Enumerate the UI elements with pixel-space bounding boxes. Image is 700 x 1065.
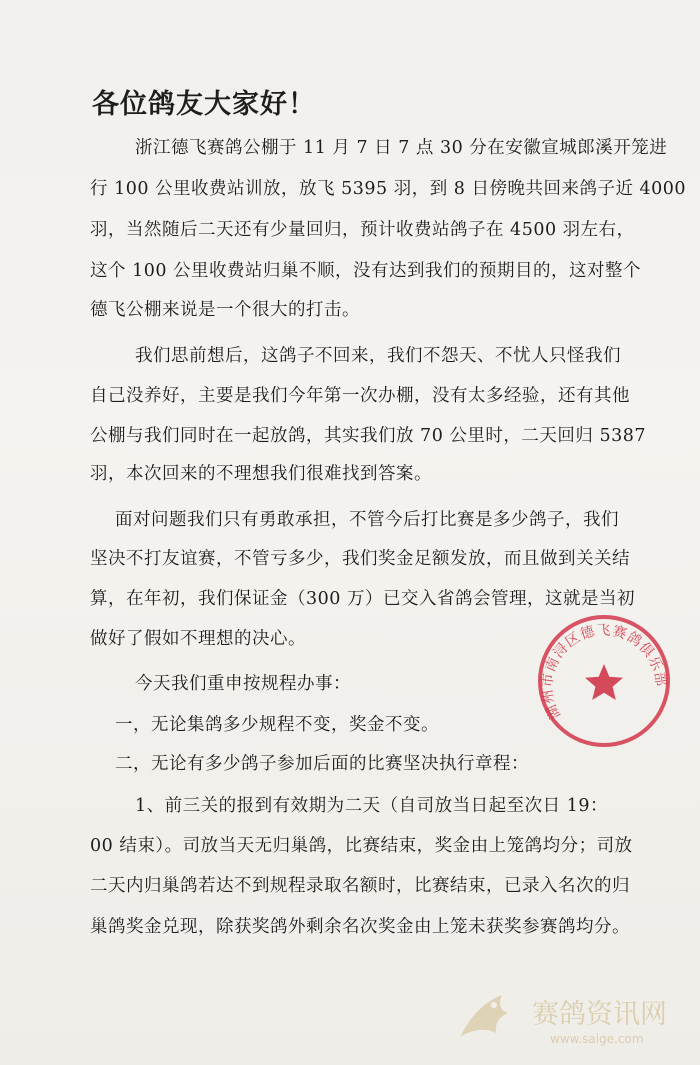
paragraph-line: 自己没养好，主要是我们今年第一次办棚，没有太多经验，还有其他	[90, 386, 630, 406]
paragraph-line: 浙江德飞赛鸽公棚于 11 月 7 日 7 点 30 分在安徽宣城郎溪开笼进	[135, 138, 668, 158]
paragraph-line: 一，无论集鸽多少规程不变，奖金不变。	[115, 715, 439, 735]
watermark-name: 赛鸽资讯网	[532, 999, 667, 1030]
pigeon-logo-icon	[460, 995, 508, 1037]
paragraph-line: 羽，当然随后二天还有少量回归，预计收费站鸽子在 4500 羽左右，	[90, 220, 635, 240]
paragraph-line: 算，在年初，我们保证金（300 万）已交入省鸽会管理，这就是当初	[90, 589, 635, 609]
letter-greeting: 各位鸽友大家好！	[92, 89, 316, 120]
paragraph-line: 巢鸽奖金兑现，除获奖鸽外剩余名次奖金由上笼未获奖参赛鸽均分。	[90, 917, 630, 937]
paragraph-line: 1、前三关的报到有效期为二天（自司放当日起至次日 19：	[135, 796, 608, 816]
paragraph-line: 我们思前想后，这鸽子不回来，我们不怨天、不忧人只怪我们	[135, 346, 621, 366]
seal-star-icon	[585, 664, 623, 700]
paragraph-line: 羽，本次回来的不理想我们很难找到答案。	[90, 464, 432, 484]
paragraph-line: 二天内归巢鸽若达不到规程录取名额时，比赛结束，已录入名次的归	[90, 876, 630, 896]
paragraph-line: 坚决不打友谊赛，不管亏多少，我们奖金足额发放，而且做到关关结	[90, 549, 630, 569]
paragraph-line: 行 100 公里收费站训放，放飞 5395 羽，到 8 日傍晚共回来鸽子近 4000	[90, 179, 687, 199]
paragraph-line: 德飞公棚来说是一个很大的打击。	[90, 300, 360, 320]
seal-text: 湖州市南浔区德飞赛鸽俱乐部	[539, 622, 669, 722]
paragraph-line: 这个 100 公里收费站归巢不顺，没有达到我们的预期目的，这对整个	[90, 261, 642, 281]
site-watermark	[450, 975, 690, 1055]
club-seal-stamp	[535, 612, 673, 750]
paragraph-line: 公棚与我们同时在一起放鸽，其实我们放 70 公里时，二天回归 5387	[90, 426, 646, 446]
paragraph-line: 面对问题我们只有勇敢承担，不管今后打比赛是多少鸽子，我们	[115, 510, 619, 530]
paragraph-line: 今天我们重申按规程办事：	[135, 674, 351, 694]
paragraph-line: 二，无论有多少鸽子参加后面的比赛坚决执行章程：	[115, 754, 529, 774]
paragraph-line: 做好了假如不理想的决心。	[90, 629, 306, 649]
watermark-url: www.saige.com	[550, 1032, 644, 1046]
paragraph-line: 00 结束）。司放当天无归巢鸽，比赛结束，奖金由上笼鸽均分；司放	[90, 836, 633, 856]
